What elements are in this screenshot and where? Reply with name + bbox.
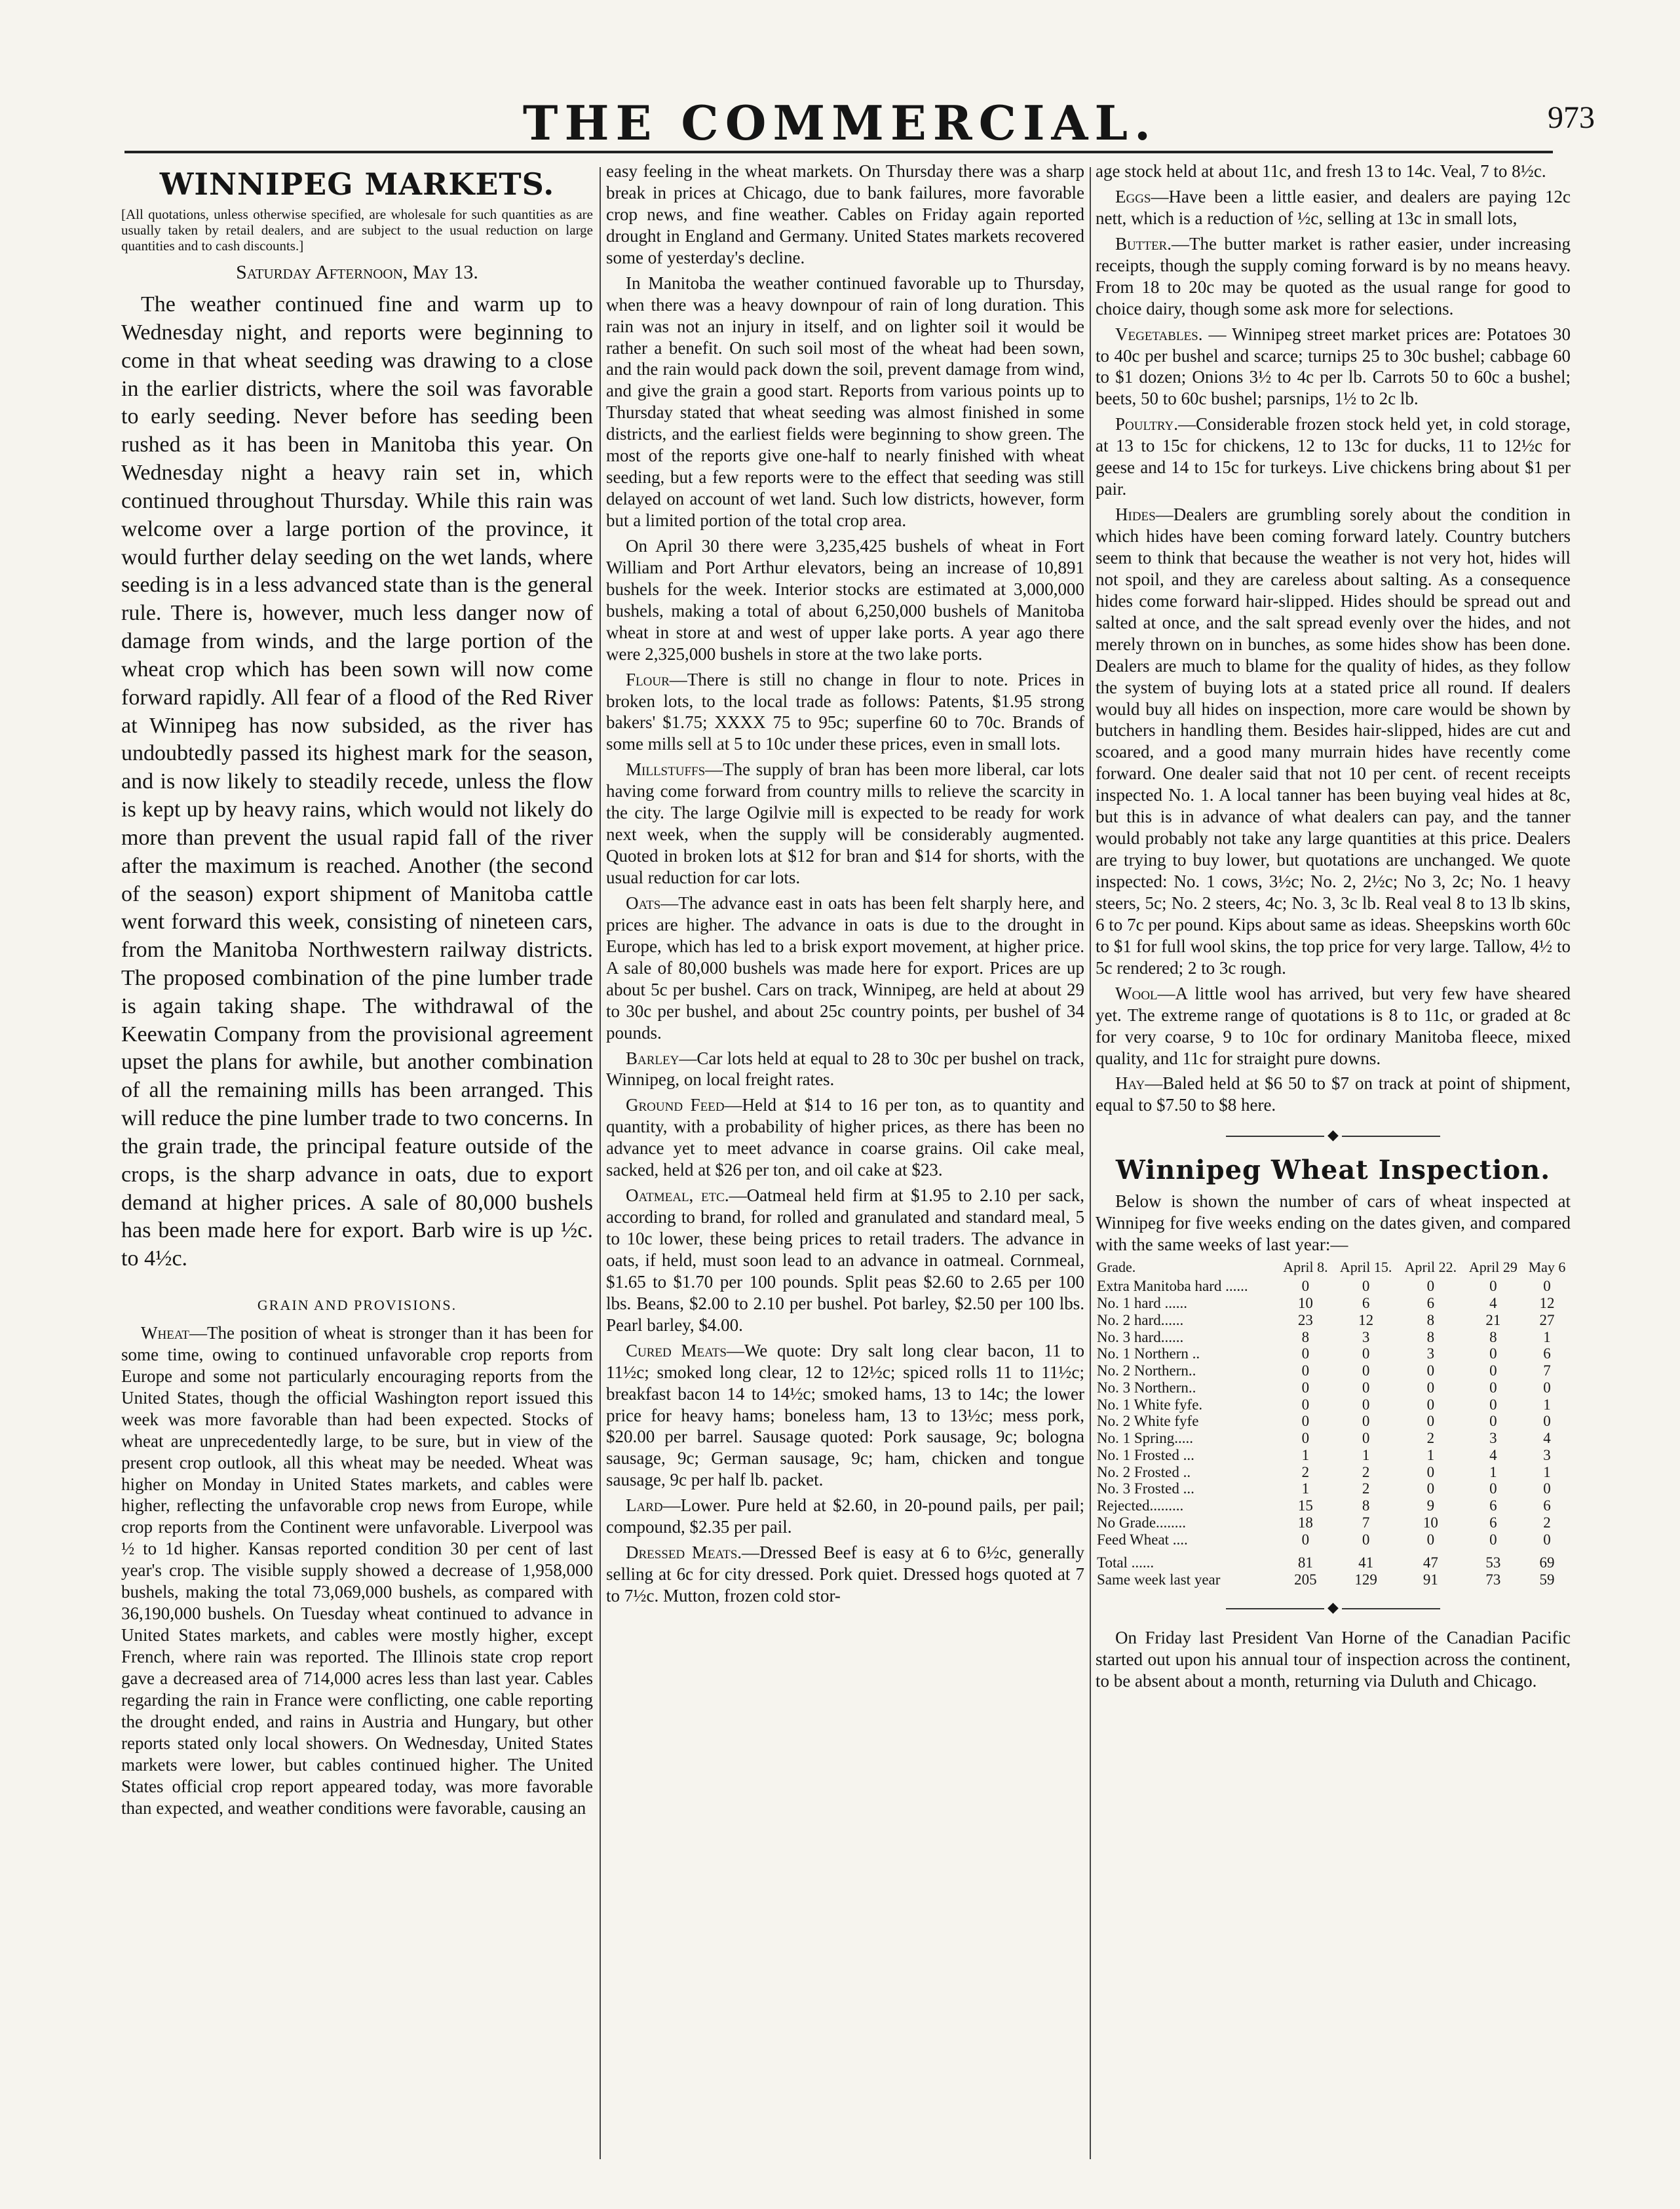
table-cell: 0 (1301, 1345, 1310, 1362)
market-item-label: Cured Meats (626, 1340, 727, 1360)
market-items (1096, 186, 1571, 1116)
table-row (1096, 1430, 1571, 1447)
table-cell: 0 (1426, 1480, 1435, 1497)
market-item-label: Poultry (1115, 414, 1174, 434)
table-cell: No Grade........ (1097, 1514, 1187, 1531)
market-item-paragraph (606, 1542, 1084, 1607)
market-item-text: —Dealers are grumbling sorely about the condition in which hides have been coming forward lately. Country butchers seem to think that because the weather is not very hot, hides will not spoil, and they are careless about salting. As a consequence hides come forward hair-slipped. Hides should be spread out and salted at once, and the salt spread evenly over the hides, and not merely thrown on in bunches, as some hides show has been done. Dealers are much to blame for the quality of hides, as they follow the system of buying lots at a stated price all round. If dealers would buy all hides on inspection, more care would be shown by butchers in handling them. Besides hair-slipped, hides are cut and scoared, and a good many murrain hides have recently come forward. One dealer said that not 10 per cent. of recent receipts inspected No. 1. A local tanner has been buying veal hides at 8c, but this is in advance of what dealers can pay, and the tanner would probably not take any large quantities at this price. Dealers are trying to buy lower, but quotations are unchanged. We quote inspected: No. 1 cows, 3½c; No. 2, 2½c; No 3, 2c; No. 1 heavy steers, 5c; No. 2 steers, 4c; No. 3, 3c lb. Real veal 8 to 13 lb skins, 6 to 7c per pound. Kips about same as ideas. Sheepskins worth 60c to $1 for full wool skins, the top price for very large. Tallow, 4½ to 5c rendered; 2 to 3c rough. (1096, 505, 1571, 978)
table-cell: 1 (1543, 1396, 1551, 1413)
market-item-text: —The supply of bran has been more liberal, car lots having come forward from country mills to relieve the scarcity in the city. The large Ogilvie mill is expected to be ready for work next week, when the supply will be considerably augmented. Quoted in broken lots at $12 for bran and $14 for shorts, with the usual reduction for car lots. (606, 759, 1084, 887)
market-item-label: Millstuffs (626, 759, 706, 780)
table-cell: 0 (1362, 1362, 1370, 1379)
article-paragraph: The weather continued fine and warm up to Wednesday night, and reports were beginning to come in that wheat seeding was drawing to a close in the earlier districts, where the soil was favorable to early seeding. Never before has seeding been rushed as it has been in Manitoba this year. On Wednesday night a heavy rain set in, which continued throughout Thursday. While this rain was welcome over a large portion of the province, it would further delay seeding on the wet lands, where seeding is in a less advanced state than is the general rule. There is, however, much less danger now of damage from winds, and the large portion of the wheat crop which has been sown will now come forward rapidly. All fear of a flood of the Red River at Winnipeg has now subsided, as the river has undoubtedly passed its highest mark for the season, and is now likely to steadily recede, unless the flow is kept up by heavy rains, which would not likely do more than prevent the usual rapid fall of the river after the maximum is reached. Another (the second of the season) export shipment of Manitoba cattle went forward this week, consisting of nineteen cars, from the Manitoba Northwestern railway districts. The proposed combination of the pine lumber trade is again taking shape. The withdrawal of the Keewatin Company from the provisional agreement upset the plans for awhile, but another combination of all the remaining mills has been arranged. This will reduce the pine lumber trade to two concerns. In the grain trade, the principal feature outside of the crops, is the sharp advance in oats, due to export demand at higher prices. A sale of 80,000 bushels has been made here for export. Barb wire is up ½c. to 4½c. (121, 292, 593, 1271)
table-cell: 91 (1422, 1571, 1438, 1588)
wheat-text: —The position of wheat is stronger than it has been for some time, owing to continued unfavorable crop reports from Europe and some not particularly encouraging reports from the United States, though the official Washington report issued this week was more favorable than had been expected. Stocks of wheat are unprecedentedly large, to be sure, but in view of the present crop outlook, all this wheat may be needed. Wheat was higher on Monday in United States markets, and cables were higher, reflecting the unfavorable crop news from Europe, while crop reports from the Continent were unfavorable. Liverpool was ½ to 1d higher. Kansas reported condition 30 per cent of last year's crop. The visible supply showed a decrease of 1,958,000 bushels, making the total 73,069,000 bushels, as compared with 36,190,000 bushels. On Tuesday wheat continued to advance in United States markets, and cables were mostly higher, except French, where rain was reported. The Illinois state crop report gave a decreased area of 714,000 acres less than last year. Cables regarding the rain in France were conflicting, one cable reporting the drought ended, and rains in Austria and Hungary, but other reports stated only local showers. On Wednesday, United States markets were lower, but cables continued higher. The United States official crop report appeared today, was more favorable than expected, and weather conditions were favorable, causing an (121, 1322, 593, 1818)
table-cell: 47 (1422, 1554, 1438, 1571)
table-cell: 1 (1301, 1480, 1310, 1497)
table-cell: 0 (1489, 1362, 1497, 1379)
table-cell: 12 (1358, 1311, 1374, 1328)
table-cell: Total ...... (1097, 1554, 1155, 1571)
table-cell: 6 (1426, 1295, 1435, 1312)
table-cell: 81 (1297, 1554, 1313, 1571)
table-cell: 3 (1426, 1345, 1435, 1362)
market-item-label: Hides (1115, 505, 1156, 525)
column-1 (121, 161, 593, 2166)
market-item-paragraph (1096, 186, 1571, 229)
table-cell: 0 (1301, 1379, 1310, 1396)
market-item-label: Butter (1115, 233, 1168, 254)
table-cell: 2 (1362, 1480, 1370, 1497)
table-cell: 0 (1301, 1362, 1310, 1379)
table-cell: 6 (1362, 1295, 1370, 1312)
market-item-text: —We quote: Dry salt long clear bacon, 11 to 11½c; smoked long clear, 12 to 12½c; spiced rolls 11 to 11½c; breakfast bacon 14 to 14½c; smoked hams, 13 to 14c; the lower price for heavy hams; boneless ham, 13 to 13½c; mess pork, $20.00 per barrel. Sausage quoted: Pork sausage, 9c; bologna sausage, 9c; German sausage, 9c; ham, chicken and tongue sausage, 9c per half lb. packet. (606, 1340, 1084, 1490)
market-item-text: . — Winnipeg street market prices are: Potatoes 30 to 40c per bushel and scarce; turnips 25 to 30c bushel; cabbage 60 to $1 dozen; Onions 3½ to 4c per lb. Carrots 50 to 60c a bushel; beets, 50 to 60c bushel; parsnips, 1½ to 2c lb. (1096, 324, 1571, 409)
table-cell: 73 (1485, 1571, 1501, 1588)
market-item-paragraph (606, 535, 1084, 665)
table-row (1096, 1396, 1571, 1413)
table-cell: 10 (1297, 1295, 1313, 1312)
table-cell: 1 (1543, 1328, 1551, 1345)
table-header-cell: Grade. (1097, 1258, 1136, 1275)
section-subhead: GRAIN AND PROVISIONS. (257, 1297, 457, 1314)
table-cell: 0 (1301, 1396, 1310, 1413)
table-cell: 0 (1362, 1396, 1370, 1413)
table-cell: 15 (1297, 1497, 1313, 1514)
table-cell: 0 (1301, 1531, 1310, 1548)
table-cell: 41 (1358, 1554, 1374, 1571)
table-cell: 0 (1426, 1463, 1435, 1480)
market-item-label: Oats (626, 893, 661, 913)
table-cell: No. 1 Spring..... (1097, 1430, 1193, 1447)
table-cell: 0 (1426, 1278, 1435, 1295)
table-row (1096, 1329, 1571, 1346)
table-last-year-row (1096, 1571, 1571, 1588)
continued-paragraph: easy feeling in the wheat markets. On Thursday there was a sharp break in prices at Chicago, due to bank failures, more favorable crop news, and fine weather. Cables on Friday again reported drought in England and Germany. United States markets recovered some of yesterday's decline. (606, 161, 1084, 267)
table-cell: Feed Wheat .... (1097, 1531, 1188, 1548)
table-cell: No. 2 hard...... (1097, 1311, 1184, 1328)
table-header-cell: May 6 (1528, 1258, 1566, 1275)
table-cell: 0 (1301, 1430, 1310, 1447)
market-item-label: Oatmeal, etc. (626, 1185, 729, 1206)
table-cell: 8 (1489, 1328, 1497, 1345)
table-cell: 0 (1489, 1413, 1497, 1430)
table-row (1096, 1531, 1571, 1548)
table-cell: 69 (1539, 1554, 1555, 1571)
table-cell: 4 (1489, 1295, 1497, 1312)
market-item-text: In Manitoba the weather continued favorable up to Thursday, when there was a heavy downpour of rain of long duration. This rain was not an injury in itself, and on lighter soil it would be rather a benefit. On such soil most of the wheat had been sown, and the rain would pack down the soil, prevent damage from wind, and give the grain a good start. Reports from various points up to Thursday stated that wheat seeding was almost finished in some districts, and the earliest fields were beginning to show green. The most of the reports give one-half to nearly finished with wheat seeding, but a few reports were to the effect that seeding was still delayed on account of wet land. Such low districts, however, form but a limited portion of the total crop area. (606, 273, 1084, 530)
table-cell: 10 (1422, 1514, 1438, 1531)
table-cell: 6 (1543, 1497, 1551, 1514)
article-body (121, 291, 593, 1273)
market-item-text: —Baled held at $6 50 to $7 on track at point of shipment, equal to $7.50 to $8 here. (1096, 1073, 1571, 1115)
table-row (1096, 1480, 1571, 1497)
table-cell: 0 (1362, 1345, 1370, 1362)
table-cell: 0 (1301, 1278, 1310, 1295)
market-item-paragraph (606, 1048, 1084, 1091)
table-cell: 129 (1354, 1571, 1377, 1588)
section-divider: ◆ (1096, 1599, 1571, 1617)
market-item-paragraph (606, 669, 1084, 756)
inspection-table-wrap (1096, 1259, 1571, 1588)
table-cell: 2 (1362, 1463, 1370, 1480)
market-item-paragraph (606, 1094, 1084, 1181)
table-cell: 0 (1543, 1480, 1551, 1497)
table-cell: 0 (1489, 1379, 1497, 1396)
table-cell: 0 (1426, 1531, 1435, 1548)
table-cell: 0 (1489, 1531, 1497, 1548)
market-item-label: Hay (1115, 1073, 1145, 1094)
table-total-row (1096, 1548, 1571, 1571)
table-cell: Same week last year (1097, 1571, 1221, 1588)
table-cell: 0 (1426, 1396, 1435, 1413)
table-cell: 0 (1489, 1345, 1497, 1362)
table-cell: 0 (1489, 1278, 1497, 1295)
table-row (1096, 1464, 1571, 1481)
table-cell: 7 (1362, 1514, 1370, 1531)
table-header-cell: April 8. (1283, 1258, 1328, 1275)
table-cell: No. 3 Frosted ... (1097, 1480, 1194, 1497)
table-cell: 0 (1362, 1531, 1370, 1548)
table-header-cell: April 15. (1339, 1258, 1392, 1275)
table-cell: 205 (1294, 1571, 1317, 1588)
market-item-paragraph (1096, 1073, 1571, 1116)
table-cell: 4 (1543, 1430, 1551, 1447)
table-cell: 8 (1301, 1328, 1310, 1345)
masthead-title: THE COMMERCIAL. (522, 95, 1158, 151)
table-cell: 0 (1489, 1396, 1497, 1413)
table-cell: 12 (1539, 1295, 1555, 1312)
market-item-label: Vegetables (1115, 324, 1198, 344)
table-cell: No. 1 White fyfe. (1097, 1396, 1203, 1413)
table-cell: 8 (1362, 1497, 1370, 1514)
market-item-paragraph (1096, 413, 1571, 500)
market-item-text: .—The butter market is rather easier, under increasing receipts, though the supply coming forward is by no means heavy. From 18 to 20c may be quoted as the usual range for good to choice dairy, though some ask more for selections. (1096, 233, 1571, 318)
market-item-label: Lard (626, 1495, 663, 1516)
table-cell: 8 (1426, 1311, 1435, 1328)
quotations-note: [All quotations, unless otherwise specified, are wholesale for such quantities as are usually taken by retail dealers, and are subject to the usual reduction on large quantities and to cash discounts.] (121, 206, 593, 254)
market-item-text: —A little wool has arrived, but very few have sheared yet. The extreme range of quotations is 8 to 11c, or graded at 8c for very coarse, 9 to 10c for ordinary Manitoba fleece, mixed quality, and 11c for straight pure downs. (1096, 983, 1571, 1068)
market-item-label: Wool (1115, 983, 1158, 1003)
table-cell: 9 (1426, 1497, 1435, 1514)
market-item-text: —Car lots held at equal to 28 to 30c per bushel on track, Winnipeg, on local freight rates. (606, 1048, 1084, 1090)
market-item-paragraph (606, 1340, 1084, 1491)
table-cell: 3 (1543, 1446, 1551, 1463)
market-item-paragraph (1096, 233, 1571, 320)
table-cell: No. 2 Frosted .. (1097, 1463, 1191, 1480)
continued-paragraph: age stock held at about 11c, and fresh 13 to 14c. Veal, 7 to 8½c. (1096, 161, 1546, 181)
table-cell: 3 (1489, 1430, 1497, 1447)
market-item-paragraph (606, 893, 1084, 1044)
table-cell: 8 (1426, 1328, 1435, 1345)
market-item-label: Dressed Meats (626, 1543, 738, 1563)
table-cell: 0 (1543, 1413, 1551, 1430)
masthead-rule (124, 151, 1553, 153)
market-item-text: —There is still no change in flour to note. Prices in broken lots, to the local trade as follows: Patents, $1.95 strong bakers' $1.75; XXXX 75 to 95c; superfine 60 to 70c. Brands of some mills sell at 5 to 10c under these prices, even in small lots. (606, 669, 1084, 754)
table-cell: Extra Manitoba hard ...... (1097, 1278, 1248, 1295)
table-cell: 2 (1543, 1514, 1551, 1531)
table-cell: 6 (1543, 1345, 1551, 1362)
table-cell: 2 (1426, 1430, 1435, 1447)
table-cell: No. 3 hard...... (1097, 1328, 1184, 1345)
table-header-cell: April 22. (1404, 1258, 1457, 1275)
table-row (1096, 1278, 1571, 1295)
market-item-text: .—Dressed Beef is easy at 6 to 6½c, generally selling at 6c for city dressed. Pork quiet. Dressed hogs quoted at 7 to 7½c. Mutton, frozen cold stor- (606, 1543, 1084, 1605)
table-cell: 0 (1543, 1379, 1551, 1396)
wheat-label: Wheat (141, 1322, 190, 1343)
market-item-paragraph (1096, 983, 1571, 1069)
market-item-paragraph (1096, 324, 1571, 410)
market-item-label: Flour (626, 669, 670, 689)
table-row (1096, 1447, 1571, 1464)
table-row (1096, 1497, 1571, 1514)
table-cell: 6 (1489, 1514, 1497, 1531)
market-item-text: .—Considerable frozen stock held yet, in cold storage, at 13 to 15c for chickens, 12 to 13c for ducks, 11 to 12½c for geese and 14 to 15c for turkeys. Live chickens bring about $1 per pair. (1096, 414, 1571, 499)
table-row (1096, 1312, 1571, 1329)
table-cell: 21 (1485, 1311, 1501, 1328)
column-3 (1096, 161, 1571, 2166)
article-headline: WINNIPEG MARKETS. (159, 166, 555, 202)
table-cell: 1 (1426, 1446, 1435, 1463)
table-cell: 7 (1543, 1362, 1551, 1379)
table-row (1096, 1345, 1571, 1362)
table-cell: No. 1 hard ...... (1097, 1295, 1187, 1312)
table-cell: 0 (1489, 1480, 1497, 1497)
section-divider: ◆ (1096, 1126, 1571, 1144)
wheat-paragraph (121, 1322, 593, 1819)
table-cell: 0 (1362, 1430, 1370, 1447)
table-cell: Rejected......... (1097, 1497, 1184, 1514)
table-cell: 1 (1301, 1446, 1310, 1463)
table-cell: 0 (1362, 1278, 1370, 1295)
table-cell: 6 (1489, 1497, 1497, 1514)
table-row (1096, 1295, 1571, 1312)
table-cell: 0 (1426, 1362, 1435, 1379)
table-cell: No. 3 Northern.. (1097, 1379, 1196, 1396)
market-items (606, 273, 1084, 1607)
table-cell: 59 (1539, 1571, 1555, 1588)
column-2 (606, 161, 1084, 2166)
table-cell: 0 (1362, 1379, 1370, 1396)
masthead (0, 0, 1680, 151)
market-item-text: —Have been a little easier, and dealers are paying 12c nett, which is a reduction of ½c, selling at 13c in small lots, (1096, 186, 1571, 228)
table-cell: No. 2 Northern.. (1097, 1362, 1196, 1379)
table-cell: 0 (1301, 1413, 1310, 1430)
table-cell: No. 1 Frosted ... (1097, 1446, 1194, 1463)
table-cell: 53 (1485, 1554, 1501, 1571)
column-rule (1090, 167, 1091, 2159)
closing-paragraph: On Friday last President Van Horne of the Canadian Pacific started out upon his annual tour of inspection across the continent, to be absent about a month, returning via Duluth and Chicago. (1096, 1627, 1571, 1691)
market-item-paragraph (606, 273, 1084, 531)
table-row (1096, 1379, 1571, 1396)
market-item-text: —Lower. Pure held at $2.60, in 20-pound pails, per pail; compound, $2.35 per pail. (606, 1495, 1084, 1537)
table-cell: No. 1 Northern .. (1097, 1345, 1200, 1362)
table-cell: 1 (1362, 1446, 1370, 1463)
table-row (1096, 1413, 1571, 1430)
inspection-table (1096, 1259, 1571, 1588)
page-number: 973 (1548, 100, 1595, 135)
table-cell: 1 (1543, 1463, 1551, 1480)
inspection-intro: Below is shown the number of cars of wheat inspected at Winnipeg for five weeks ending on the dates given, and compared with the same weeks of last year:— (1096, 1191, 1571, 1254)
table-row (1096, 1362, 1571, 1379)
market-item-label: Eggs (1115, 186, 1151, 206)
market-item-label: Ground Feed (626, 1095, 725, 1115)
table-cell: No. 2 White fyfe (1097, 1413, 1199, 1430)
table-cell: 27 (1539, 1311, 1555, 1328)
market-item-text: —Held at $14 to 16 per ton, as to quantity and quantity, with a probability of higher prices, as there has been no advance yet to meet advance in coarse grains. Oil cake meal, sacked, held at $26 per ton, and oil cake at $23. (606, 1095, 1084, 1180)
table-cell: 3 (1362, 1328, 1370, 1345)
market-item-paragraph (606, 1495, 1084, 1538)
table-cell: 23 (1297, 1311, 1313, 1328)
table-cell: 0 (1362, 1413, 1370, 1430)
table-header-cell: April 29 (1468, 1258, 1518, 1275)
market-item-paragraph (1096, 504, 1571, 979)
table-cell: 2 (1301, 1463, 1310, 1480)
table-cell: 0 (1543, 1278, 1551, 1295)
inspection-headline: Winnipeg Wheat Inspection. (1115, 1155, 1551, 1186)
market-item-text: On April 30 there were 3,235,425 bushels of wheat in Fort William and Port Arthur elevators, being an increase of 10,891 bushels for the week. Interior stocks are estimated at 3,000,000 bushels, making a total of about 6,250,000 bushels of Manitoba wheat in store at and west of upper lake ports. A year ago there were 2,325,000 bushels in store at the two lake ports. (606, 535, 1084, 664)
table-row (1096, 1514, 1571, 1531)
market-item-text: —The advance east in oats has been felt sharply here, and prices are higher. The advance in oats is due to the drought in Europe, which has led to a brisk export movement, at higher price. A sale of 80,000 bushels was made here for export. Prices are up about 5c per bushel. Cars on track, Winnipeg, are held at about 29 to 30c per bushel, and about 25c country points, per bushel of 34 pounds. (606, 893, 1084, 1043)
table-cell: 0 (1426, 1413, 1435, 1430)
market-item-text: —Oatmeal held firm at $1.95 to 2.10 per sack, according to brand, for rolled and granulated and standard meal, 5 to 10c lower, these being prices to retail traders. The advance in oats, if held, must soon lead to an advance in oatmeal. Cornmeal, $1.65 to $1.70 per 100 pounds. Split peas $2.60 to 2.65 per 100 lbs. Beans, $2.00 to 2.10 per bushel. Pot barley, $2.50 per 100 lbs. Pearl barley, $4.00. (606, 1185, 1084, 1335)
market-item-label: Barley (626, 1048, 679, 1068)
table-cell: 1 (1489, 1463, 1497, 1480)
column-rule (600, 167, 601, 2159)
market-item-paragraph (606, 1185, 1084, 1336)
table-cell: 18 (1297, 1514, 1313, 1531)
table-cell: 0 (1543, 1531, 1551, 1548)
table-cell: 0 (1426, 1379, 1435, 1396)
market-item-paragraph (606, 759, 1084, 889)
dateline: Saturday Afternoon, May 13. (236, 261, 478, 283)
table-cell: 4 (1489, 1446, 1497, 1463)
